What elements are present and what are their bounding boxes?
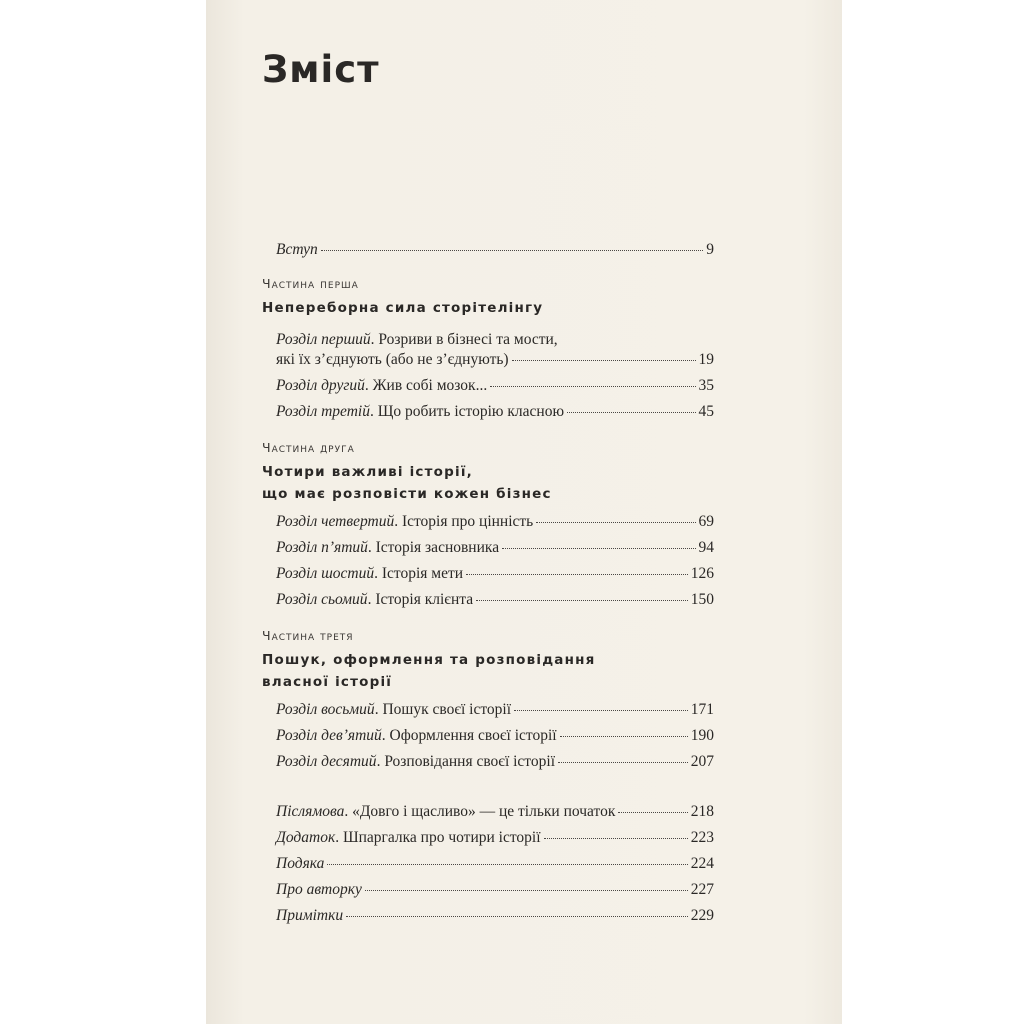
toc-entry-chapter-10[interactable]: Розділ десятий. Розповідання своєї історії 207 <box>276 753 714 770</box>
leader-dots <box>514 710 688 711</box>
entry-prefix: Примітки <box>276 907 344 924</box>
toc-entry-afterword[interactable]: Післямова. «Довго і щасливо» — це тільки початок 218 <box>276 803 714 820</box>
chapter-prefix: Розділ десятий <box>276 753 377 770</box>
chapter-title: Історія мети <box>381 565 464 582</box>
toc-entry-chapter-7[interactable]: Розділ сьомий. Історія клієнта 150 <box>276 591 714 608</box>
part-label: Частина третя <box>262 628 354 643</box>
leader-dots <box>476 600 688 601</box>
page-number: 69 <box>698 513 714 530</box>
chapter-title: Історія засновника <box>375 539 500 556</box>
part-title: Чотири важливі історії, <box>262 464 473 480</box>
chapter-prefix: Розділ третій <box>276 403 370 420</box>
page-number: 9 <box>706 241 714 258</box>
toc-entry-intro[interactable] <box>276 240 714 260</box>
chapter-title: Оформлення своєї історії <box>389 727 557 744</box>
toc-entry-chapter-9[interactable]: Розділ дев’ятий. Оформлення своєї історії 190 <box>276 727 714 744</box>
chapter-prefix: Розділ перший <box>276 331 371 348</box>
toc-entry-acknowledgments[interactable] <box>276 854 714 874</box>
leader-dots <box>618 812 687 813</box>
chapter-prefix: Розділ четвертий <box>276 513 395 530</box>
toc-entry-chapter-1-line-1[interactable]: Розділ перший. Розриви в бізнесі та мости, <box>276 331 558 348</box>
part-title: Пошук, оформлення та розповідання <box>262 652 596 668</box>
page-number: 126 <box>690 565 714 582</box>
chapter-title: Історія клієнта <box>375 591 474 608</box>
page-number: 207 <box>690 753 714 770</box>
toc-entry-about-author[interactable] <box>276 880 714 900</box>
toc-entry-chapter-1-line-2[interactable] <box>276 350 714 370</box>
leader-dots <box>502 548 695 549</box>
chapter-prefix: Розділ восьмий <box>276 701 375 718</box>
entry-prefix: Додаток <box>276 829 336 846</box>
page-number: 171 <box>690 701 714 718</box>
page-number: 223 <box>690 829 714 846</box>
part-label: Частина друга <box>262 440 355 455</box>
leader-dots <box>512 360 696 361</box>
entry-prefix: Про авторку <box>276 881 362 898</box>
leader-dots <box>466 574 688 575</box>
page-number: 94 <box>698 539 714 556</box>
leader-dots <box>544 838 688 839</box>
chapter-prefix: Розділ п’ятий <box>276 539 368 556</box>
leader-dots <box>327 864 687 865</box>
page-number: 227 <box>690 881 714 898</box>
leader-dots <box>558 762 688 763</box>
toc-entry-chapter-8[interactable]: Розділ восьмий. Пошук своєї історії 171 <box>276 701 714 718</box>
page-number: 45 <box>698 403 714 420</box>
leader-dots <box>536 522 695 523</box>
chapter-title: Розриви в бізнесі та мости, <box>378 331 558 348</box>
page-number: 150 <box>690 591 714 608</box>
page-number: 229 <box>690 907 714 924</box>
page-number: 224 <box>690 855 714 872</box>
chapter-title: Розповідання своєї історії <box>384 753 555 770</box>
part-title: власної історії <box>262 674 393 690</box>
toc-entry-chapter-4[interactable]: Розділ четвертий. Історія про цінність 69 <box>276 513 714 530</box>
leader-dots <box>321 250 703 251</box>
entry-title: Вступ <box>276 241 318 258</box>
toc-entry-notes[interactable] <box>276 906 714 926</box>
chapter-title: Історія про цінність <box>401 513 534 530</box>
leader-dots <box>490 386 695 387</box>
page-number: 218 <box>690 803 714 820</box>
toc-entry-appendix[interactable]: Додаток. Шпаргалка про чотири історії 223 <box>276 829 714 846</box>
entry-title: Шпаргалка про чотири історії <box>342 829 541 846</box>
entry-title: «Довго і щасливо» — це тільки початок <box>352 803 616 820</box>
page-number: 35 <box>698 377 714 394</box>
part-label: Частина перша <box>262 276 359 291</box>
chapter-title: Пошук своєї історії <box>382 701 512 718</box>
chapter-prefix: Розділ шостий <box>276 565 375 582</box>
toc-entry-chapter-5[interactable]: Розділ п’ятий. Історія засновника 94 <box>276 539 714 556</box>
part-title: що має розповісти кожен бізнес <box>262 486 552 502</box>
leader-dots <box>365 890 688 891</box>
toc-entry-chapter-3[interactable]: Розділ третій. Що робить історію класною 45 <box>276 403 714 420</box>
chapter-prefix: Розділ дев’ятий <box>276 727 382 744</box>
toc-entry-chapter-2[interactable]: Розділ другий. Жив собі мозок... 35 <box>276 377 714 394</box>
toc-entry-chapter-6[interactable]: Розділ шостий. Історія мети 126 <box>276 565 714 582</box>
page-number: 19 <box>698 351 714 368</box>
page-title: Зміст <box>262 48 380 91</box>
chapter-title: Що робить історію класною <box>377 403 565 420</box>
chapter-title: які їх з’єднують (або не з’єднують) <box>276 351 509 368</box>
leader-dots <box>560 736 688 737</box>
leader-dots <box>346 916 688 917</box>
chapter-prefix: Розділ сьомий <box>276 591 368 608</box>
chapter-title: Жив собі мозок... <box>372 377 488 394</box>
chapter-prefix: Розділ другий <box>276 377 365 394</box>
page-number: 190 <box>690 727 714 744</box>
entry-prefix: Подяка <box>276 855 325 872</box>
entry-prefix: Післямова <box>276 803 345 820</box>
part-title: Непереборна сила сторітелінгу <box>262 300 544 316</box>
leader-dots <box>567 412 695 413</box>
